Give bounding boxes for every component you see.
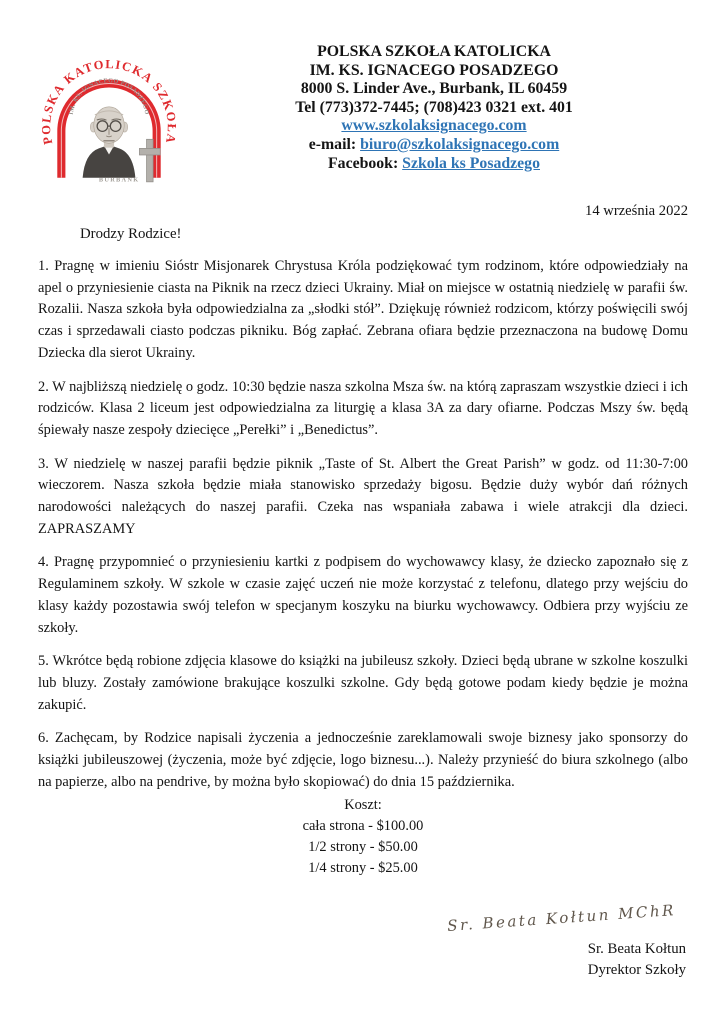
- school-name-line1: POLSKA SZKOŁA KATOLICKA: [317, 43, 551, 60]
- letter-date: 14 września 2022: [585, 203, 688, 219]
- logo-arc-title: POLSKA KATOLICKA SZKOŁA: [39, 57, 179, 146]
- signatory-name: Sr. Beata Kołtun: [587, 940, 686, 957]
- school-logo-image: [38, 46, 180, 192]
- school-name-line2: IM. KS. IGNACEGO POSADZEGO: [309, 61, 559, 79]
- pricing-list: [38, 795, 688, 878]
- facebook-label: Facebook:: [328, 154, 403, 172]
- letterhead-text: [180, 43, 688, 173]
- letterhead: [38, 40, 688, 197]
- paragraph-2: 2. W najbliższą niedzielę o godz. 10:30 będzie nasza szkolna Msza św. na którą zapraszam wszystkie dzieci i ich rodziców. Klasa 2 liceum jest odpowiedzialna za liturgię a klasa 3A za dary ofiarne. Podczas Mszy św. będą śpiewały nasze zespoły dziecięce „Perełki” i „Benedictus”.: [38, 378, 688, 438]
- paragraph-1: 1. Pragnę w imieniu Sióstr Misjonarek Chrystusa Króla podziękować tym rodzinom, które odpowiedziały na apel o przyniesienie ciasta na Piknik na rzecz dzieci Ukrainy. Miał on miejsce w ostatnią niedzielę w parafii św. Rozalii. Nasza szkoła była odpowiedzialna za „słodki stół”. Dziękuję również rodzicom, którzy poświęcili swój czas i sprzedawali ciasto podczas pikniku. Bóg zapłać. Zebrana ofiara będzie przeznaczona na budowę Domu Dziecka dla sierot Ukrainy.: [38, 258, 688, 361]
- facebook-link[interactable]: Szkola ks Posadzego: [402, 154, 540, 172]
- paragraph-5: 5. Wkrótce będą robione zdjęcia klasowe do książki na jubileusz szkoły. Dzieci będą ubrane w szkolne koszulki lub bluzy. Zostały zamówione brakujące koszulki szkolne. Gdy będą gotowe podam kiedy będzie je można zakupić.: [38, 653, 688, 713]
- paragraph-4: 4. Pragnę przypomnieć o przyniesieniu kartki z podpisem do wychowawcy klasy, że dziecko zapoznało się z Regulaminem szkoły. W szkole w czasie zajęć uczeń nie może korzystać z telefonu, dlatego przy wejściu do klasy każdy pozostawia swój telefon w specjanym koszyku na biurku wychowawcy. Odbiera przy wyjściu ze szkoły.: [38, 554, 688, 636]
- pricing-item-half-page: 1/2 strony - $50.00: [308, 839, 418, 856]
- signature-block: [38, 900, 688, 982]
- handwritten-signature: Sr. Beata Kołtun MChR: [446, 900, 677, 935]
- paragraph-6: 6. Zachęcam, by Rodzice napisali życzenia a jednocześnie zareklamowali swoje biznesy jako sponsorzy do książki jubileuszowej (życzenia, może być zdjęcie, logo biznesu...). Należy przynieść do biura szkolnego (albo na papierze, albo na pendrive, by można było skopiować) do dnia 15 października.: [38, 730, 688, 790]
- website-link[interactable]: www.szkolaksignacego.com: [341, 117, 527, 135]
- salutation: Drodzy Rodzice!: [80, 226, 182, 242]
- logo-city-label: BURBANK: [98, 176, 140, 184]
- paragraph-3: 3. W niedzielę w naszej parafii będzie piknik „Taste of St. Albert the Great Parish” w godz. od 11:30-7:00 wieczorem. Nasza szkoła będzie miała stanowisko sprzedaży bigosu. Będzie duży wybór dań różnych narodowości należących do naszej parafii. Czeka nas wspaniała zabawa i wiele atrakcji dla dzieci. ZAPRASZAMY: [38, 455, 688, 537]
- signatory-title: Dyrektor Szkoły: [587, 962, 686, 979]
- school-logo: [38, 46, 180, 197]
- pricing-item-full-page: cała strona - $100.00: [302, 818, 424, 835]
- school-phone: Tel (773)372-7445; (708)423 0321 ext. 401: [295, 98, 573, 116]
- pricing-item-quarter-page: 1/4 strony - $25.00: [308, 859, 418, 876]
- email-link[interactable]: biuro@szkolaksignacego.com: [360, 135, 560, 153]
- signatory: [588, 939, 686, 982]
- pricing-title: Koszt:: [344, 797, 382, 814]
- logo-arc-subtitle: IM. KS. IGNACEGO POSADZEGO: [68, 78, 150, 116]
- school-address: 8000 S. Linder Ave., Burbank, IL 60459: [300, 80, 568, 98]
- email-label: e-mail:: [308, 135, 361, 153]
- priest-portrait: [83, 107, 136, 178]
